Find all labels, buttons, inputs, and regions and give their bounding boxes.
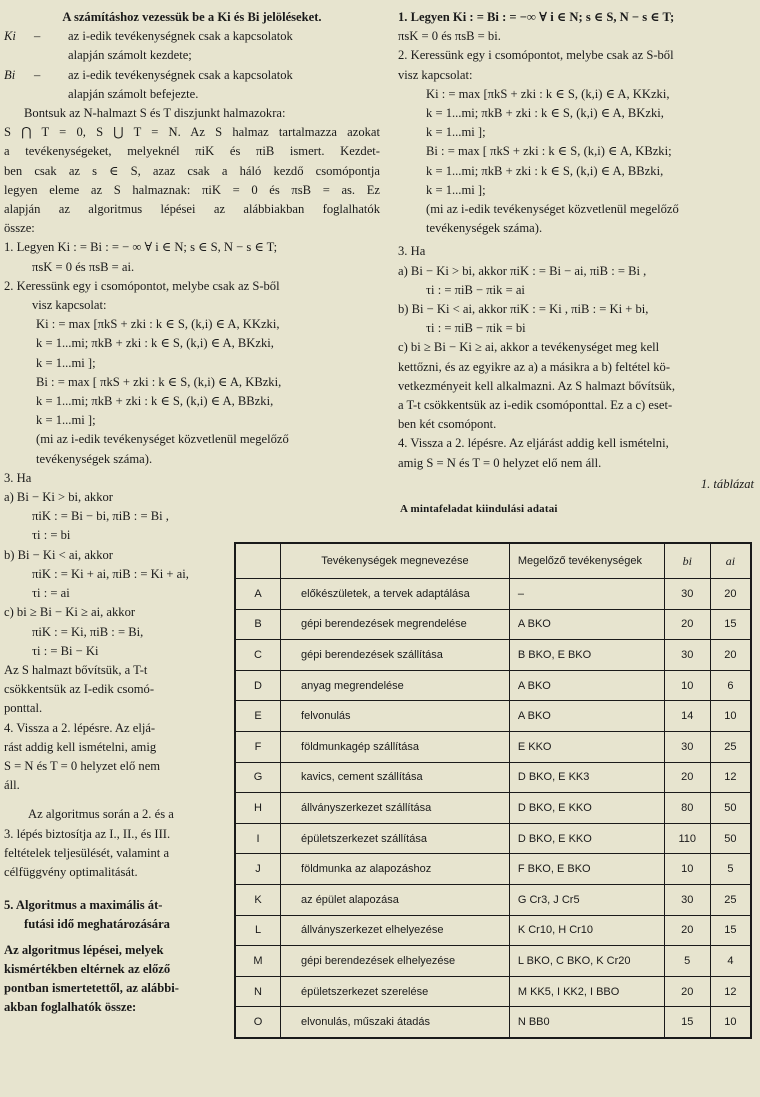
- activities-table: [234, 542, 752, 1039]
- definition-text-cont: alapján számolt befejezte.: [68, 86, 199, 101]
- predecessors: K Cr10, H Cr10: [509, 915, 664, 946]
- table-row: [235, 946, 751, 977]
- value-b: 10: [664, 670, 710, 701]
- table-header-row: [235, 543, 751, 579]
- row-id: B: [235, 609, 281, 640]
- predecessors: N BB0: [509, 1007, 664, 1038]
- case-line: τi : = πiB − πik = bi: [426, 321, 526, 336]
- value-a: 50: [710, 793, 751, 824]
- value-a: 4: [710, 946, 751, 977]
- paragraph-line: össze:: [4, 221, 35, 236]
- value-b: 15: [664, 1007, 710, 1038]
- formula-note: (mi az i-edik tevékenységet közvetlenül megelőző: [36, 432, 289, 447]
- paragraph-line: vetkezményeit kell alkalmazni. Az S halmazt bővítsük,: [398, 378, 675, 393]
- predecessors: D BKO, E KK3: [509, 762, 664, 793]
- activity-name: állványszerkezet szállítása: [281, 793, 510, 824]
- paragraph-line: amig S = N és T = 0 helyzet elő nem áll.: [398, 455, 602, 470]
- row-id: H: [235, 793, 281, 824]
- intro-line: A számításhoz vezessük be a Ki és Bi jelöléseket.: [62, 10, 322, 24]
- formula-line: k = 1...mi ];: [426, 125, 486, 140]
- predecessors: A BKO: [509, 701, 664, 732]
- value-a: 20: [710, 640, 751, 671]
- activity-name: épületszerkezet szállítása: [281, 823, 510, 854]
- paragraph-line: áll.: [4, 778, 20, 793]
- predecessors: D BKO, E KKO: [509, 793, 664, 824]
- activity-name: gépi berendezések megrendelése: [281, 609, 510, 640]
- paragraph-line: kettőzni, és az egyikre az a) a másikra a b) feltétel kö-: [398, 359, 671, 374]
- case-line: τi : = Bi − Ki: [32, 643, 99, 658]
- paragraph-line: Az algoritmus során a 2. és a: [28, 807, 174, 822]
- definition-k: [4, 27, 380, 46]
- predecessors: A BKO: [509, 670, 664, 701]
- value-b: 30: [664, 640, 710, 671]
- value-a: 15: [710, 609, 751, 640]
- value-a: 25: [710, 884, 751, 915]
- table-row: [235, 915, 751, 946]
- value-b: 80: [664, 793, 710, 824]
- step-1-cont: πsK = 0 és πsB = ai.: [32, 259, 135, 274]
- step-2: 2. Keressünk egy i csomópontot, melybe csak az S-ből: [4, 278, 280, 293]
- step-1: 1. Legyen Ki : = Bi : = − ∞ ∀ i ∈ N; s ∈ S, N − s ∈ T;: [4, 240, 278, 255]
- value-b: 30: [664, 731, 710, 762]
- definition-dash: –: [34, 67, 41, 82]
- formula-line: k = 1...mi; πkB + zki : k ∈ S, (k,i) ∈ A, BKzki,: [426, 106, 664, 121]
- table-row: [235, 854, 751, 885]
- definition-text-cont: alapján számolt kezdete;: [68, 48, 192, 63]
- value-a: 50: [710, 823, 751, 854]
- definition-dash: –: [34, 29, 41, 44]
- table-row: [235, 884, 751, 915]
- case-b: b) Bi − Ki < ai, akkor: [4, 547, 113, 562]
- formula-line: Bi : = max [ πkS + zki : k ∈ S, (k,i) ∈ A, KBzki,: [36, 374, 282, 389]
- definition-symbol: Ki: [4, 29, 16, 44]
- header-a: ai: [710, 543, 751, 579]
- activity-name: épületszerkezet szerelése: [281, 976, 510, 1007]
- formula-line: k = 1...mi ];: [426, 182, 486, 197]
- table-row: [235, 823, 751, 854]
- row-id: D: [235, 670, 281, 701]
- value-b: 20: [664, 915, 710, 946]
- definition-symbol: Bi: [4, 67, 16, 82]
- paragraph-line: ponttal.: [4, 701, 43, 716]
- section-heading: 5. Algoritmus a maximális át-: [4, 898, 163, 913]
- case-line: τi : = ai: [32, 586, 70, 601]
- header-id: [235, 543, 281, 579]
- formula-line: k = 1...mi; πkB + zki : k ∈ S, (k,i) ∈ A, BKzki,: [36, 336, 274, 351]
- paragraph-line: feltételek teljesülését, valamint a: [4, 845, 170, 860]
- right-column: [398, 8, 754, 519]
- case-line: πiK : = Ki, πiB : = Bi,: [32, 624, 144, 639]
- step-4: 4. Vissza a 2. lépésre. Az eljá-: [4, 720, 156, 735]
- case-line: πiK : = Ki + ai, πiB : = Ki + ai,: [32, 566, 189, 581]
- table-row: [235, 609, 751, 640]
- step-4: 4. Vissza a 2. lépésre. Az eljárást addig kell ismételni,: [398, 436, 669, 451]
- definition-text: az i-edik tevékenységnek csak a kapcsolatok: [68, 29, 293, 44]
- predecessors: M KK5, I KK2, I BBO: [509, 976, 664, 1007]
- table-row: [235, 670, 751, 701]
- row-id: O: [235, 1007, 281, 1038]
- predecessors: E KKO: [509, 731, 664, 762]
- row-id: G: [235, 762, 281, 793]
- paragraph-line: 3. lépés biztosítja az I., II., és III.: [4, 826, 171, 841]
- row-id: I: [235, 823, 281, 854]
- row-id: E: [235, 701, 281, 732]
- step-3: 3. Ha: [4, 470, 32, 485]
- case-c: c) bi ≥ Bi − Ki ≥ ai, akkor a tevékenységet meg kell: [398, 340, 660, 355]
- formula-line: Ki : = max [πkS + zki : k ∈ S, (k,i) ∈ A, KKzki,: [426, 86, 670, 101]
- row-id: K: [235, 884, 281, 915]
- value-b: 20: [664, 976, 710, 1007]
- paragraph-line: akban foglalhatók össze:: [4, 1000, 137, 1015]
- table-row: [235, 731, 751, 762]
- paragraph-line: kismértékben eltérnek az előző: [4, 961, 171, 976]
- value-a: 12: [710, 762, 751, 793]
- table-row: [235, 1007, 751, 1038]
- definition-b: [4, 66, 380, 85]
- paragraph-line: csökkentsük az I-edik csomó-: [4, 682, 155, 697]
- case-a: a) Bi − Ki > bi, akkor πiK : = Bi − ai, πiB : = Bi ,: [398, 263, 647, 278]
- value-b: 110: [664, 823, 710, 854]
- row-id: N: [235, 976, 281, 1007]
- predecessors: B BKO, E BKO: [509, 640, 664, 671]
- case-a: a) Bi − Ki > bi, akkor: [4, 490, 113, 505]
- formula-line: Ki : = max [πkS + zki : k ∈ S, (k,i) ∈ A, KKzki,: [36, 317, 280, 332]
- predecessors: A BKO: [509, 609, 664, 640]
- header-predecessors: Megelőző tevékenységek: [509, 543, 664, 579]
- paragraph-line: Az S halmazt bővítsük, a T-t: [4, 662, 148, 677]
- activity-name: földmunkagép szállítása: [281, 731, 510, 762]
- formula-line: k = 1...mi ];: [36, 413, 96, 428]
- value-b: 14: [664, 701, 710, 732]
- step-3: 3. Ha: [398, 244, 426, 259]
- section-heading-cont: futási idő meghatározására: [24, 917, 170, 932]
- activity-name: az épület alapozása: [281, 884, 510, 915]
- value-a: 5: [710, 854, 751, 885]
- value-b: 10: [664, 854, 710, 885]
- value-b: 20: [664, 609, 710, 640]
- table-row: [235, 762, 751, 793]
- row-id: M: [235, 946, 281, 977]
- activity-name: anyag megrendelése: [281, 670, 510, 701]
- paragraph-line: legyen eleme az S halmaznak: πiK = 0 és πsB = as. Ez: [4, 182, 380, 197]
- predecessors: D BKO, E KKO: [509, 823, 664, 854]
- case-line: τi : = πiB − πik = ai: [426, 282, 525, 297]
- value-a: 6: [710, 670, 751, 701]
- paragraph-line: célfüggvény optimalitását.: [4, 864, 138, 879]
- paragraph-line: alapján az algoritmus lépései az alábbiakban foglalhatók: [4, 202, 380, 217]
- step-2-cont: visz kapcsolat:: [398, 67, 473, 82]
- step-2-cont: visz kapcsolat:: [32, 298, 107, 313]
- table-row: [235, 701, 751, 732]
- step-1-cont: πsK = 0 és πsB = bi.: [398, 29, 501, 44]
- step-2: 2. Keressünk egy i csomópontot, melybe csak az S-ből: [398, 48, 674, 63]
- value-b: 30: [664, 884, 710, 915]
- case-b: b) Bi − Ki < ai, akkor πiK : = Ki , πiB : = Ki + bi,: [398, 302, 649, 317]
- value-b: 30: [664, 579, 710, 610]
- header-activity-name: Tevékenységek megnevezése: [281, 543, 510, 579]
- row-id: C: [235, 640, 281, 671]
- paragraph-line: rást addig kell ismételni, amig: [4, 739, 157, 754]
- paragraph-line: Bontsuk az N-halmazt S és T diszjunkt halmazokra:: [24, 106, 286, 121]
- paragraph-line: ben két csomópont.: [398, 417, 497, 432]
- paragraph-line: pontban ismertetettől, az alábbi-: [4, 980, 179, 995]
- paragraph-line: S = N és T = 0 helyzet elő nem: [4, 758, 161, 773]
- activity-name: előkészületek, a tervek adaptálása: [281, 579, 510, 610]
- predecessors: L BKO, C BKO, K Cr20: [509, 946, 664, 977]
- table-caption-title: A mintafeladat kiindulási adatai: [400, 503, 558, 516]
- formula-note: tevékenységek száma).: [426, 221, 543, 236]
- value-a: 15: [710, 915, 751, 946]
- table-body: [235, 579, 751, 1038]
- activity-name: állványszerkezet elhelyezése: [281, 915, 510, 946]
- activity-name: földmunka az alapozáshoz: [281, 854, 510, 885]
- value-a: 25: [710, 731, 751, 762]
- value-b: 5: [664, 946, 710, 977]
- row-id: J: [235, 854, 281, 885]
- row-id: L: [235, 915, 281, 946]
- value-a: 12: [710, 976, 751, 1007]
- formula-line: Bi : = max [ πkS + zki : k ∈ S, (k,i) ∈ A, KBzki;: [426, 144, 672, 159]
- activity-name: gépi berendezések szállítása: [281, 640, 510, 671]
- value-a: 10: [710, 701, 751, 732]
- value-a: 20: [710, 579, 751, 610]
- paragraph-line: ben csak az s ∈ S, azaz csak a háló kezdő csomópontja: [4, 163, 380, 178]
- formula-line: k = 1...mi; πkB + zki : k ∈ S, (k,i) ∈ A, BBzki,: [426, 163, 664, 178]
- table-row: [235, 793, 751, 824]
- predecessors: –: [509, 579, 664, 610]
- predecessors: F BKO, E BKO: [509, 854, 664, 885]
- paragraph-line: a T-t csökkentsük az i-edik csomóponttal. Ez a c) eset-: [398, 398, 673, 413]
- paragraph-line: Az algoritmus lépései, melyek: [4, 942, 164, 957]
- row-id: A: [235, 579, 281, 610]
- header-b: bi: [664, 543, 710, 579]
- case-line: τi : = bi: [32, 528, 71, 543]
- predecessors: G Cr3, J Cr5: [509, 884, 664, 915]
- activity-name: elvonulás, műszaki átadás: [281, 1007, 510, 1038]
- paragraph-line: a tevékenységeket, melyeknél πiK és πiB ismert. Kezdet-: [4, 144, 380, 159]
- formula-note: (mi az i-edik tevékenységet közvetlenül megelőző: [426, 202, 679, 217]
- table-row: [235, 640, 751, 671]
- activity-name: gépi berendezések elhelyezése: [281, 946, 510, 977]
- row-id: F: [235, 731, 281, 762]
- step-1: 1. Legyen Ki : = Bi : = −∞ ∀ i ∈ N; s ∈ S, N − s ∈ T;: [398, 10, 675, 24]
- value-b: 20: [664, 762, 710, 793]
- activity-name: felvonulás: [281, 701, 510, 732]
- table-row: [235, 976, 751, 1007]
- case-c: c) bi ≥ Bi − Ki ≥ ai, akkor: [4, 605, 136, 620]
- formula-line: k = 1...mi; πkB + zki : k ∈ S, (k,i) ∈ A, BBzki,: [36, 394, 274, 409]
- definition-text: az i-edik tevékenységnek csak a kapcsolatok: [68, 67, 293, 82]
- paragraph-line: S ⋂ T = 0, S ⋃ T = N. Az S halmaz tartalmazza azokat: [4, 125, 380, 140]
- activity-name: kavics, cement szállítása: [281, 762, 510, 793]
- table-row: [235, 579, 751, 610]
- formula-line: k = 1...mi ];: [36, 355, 96, 370]
- table-caption-number: 1. táblázat: [700, 476, 754, 491]
- case-line: πiK : = Bi − bi, πiB : = Bi ,: [32, 509, 169, 524]
- formula-note: tevékenységek száma).: [36, 451, 153, 466]
- value-a: 10: [710, 1007, 751, 1038]
